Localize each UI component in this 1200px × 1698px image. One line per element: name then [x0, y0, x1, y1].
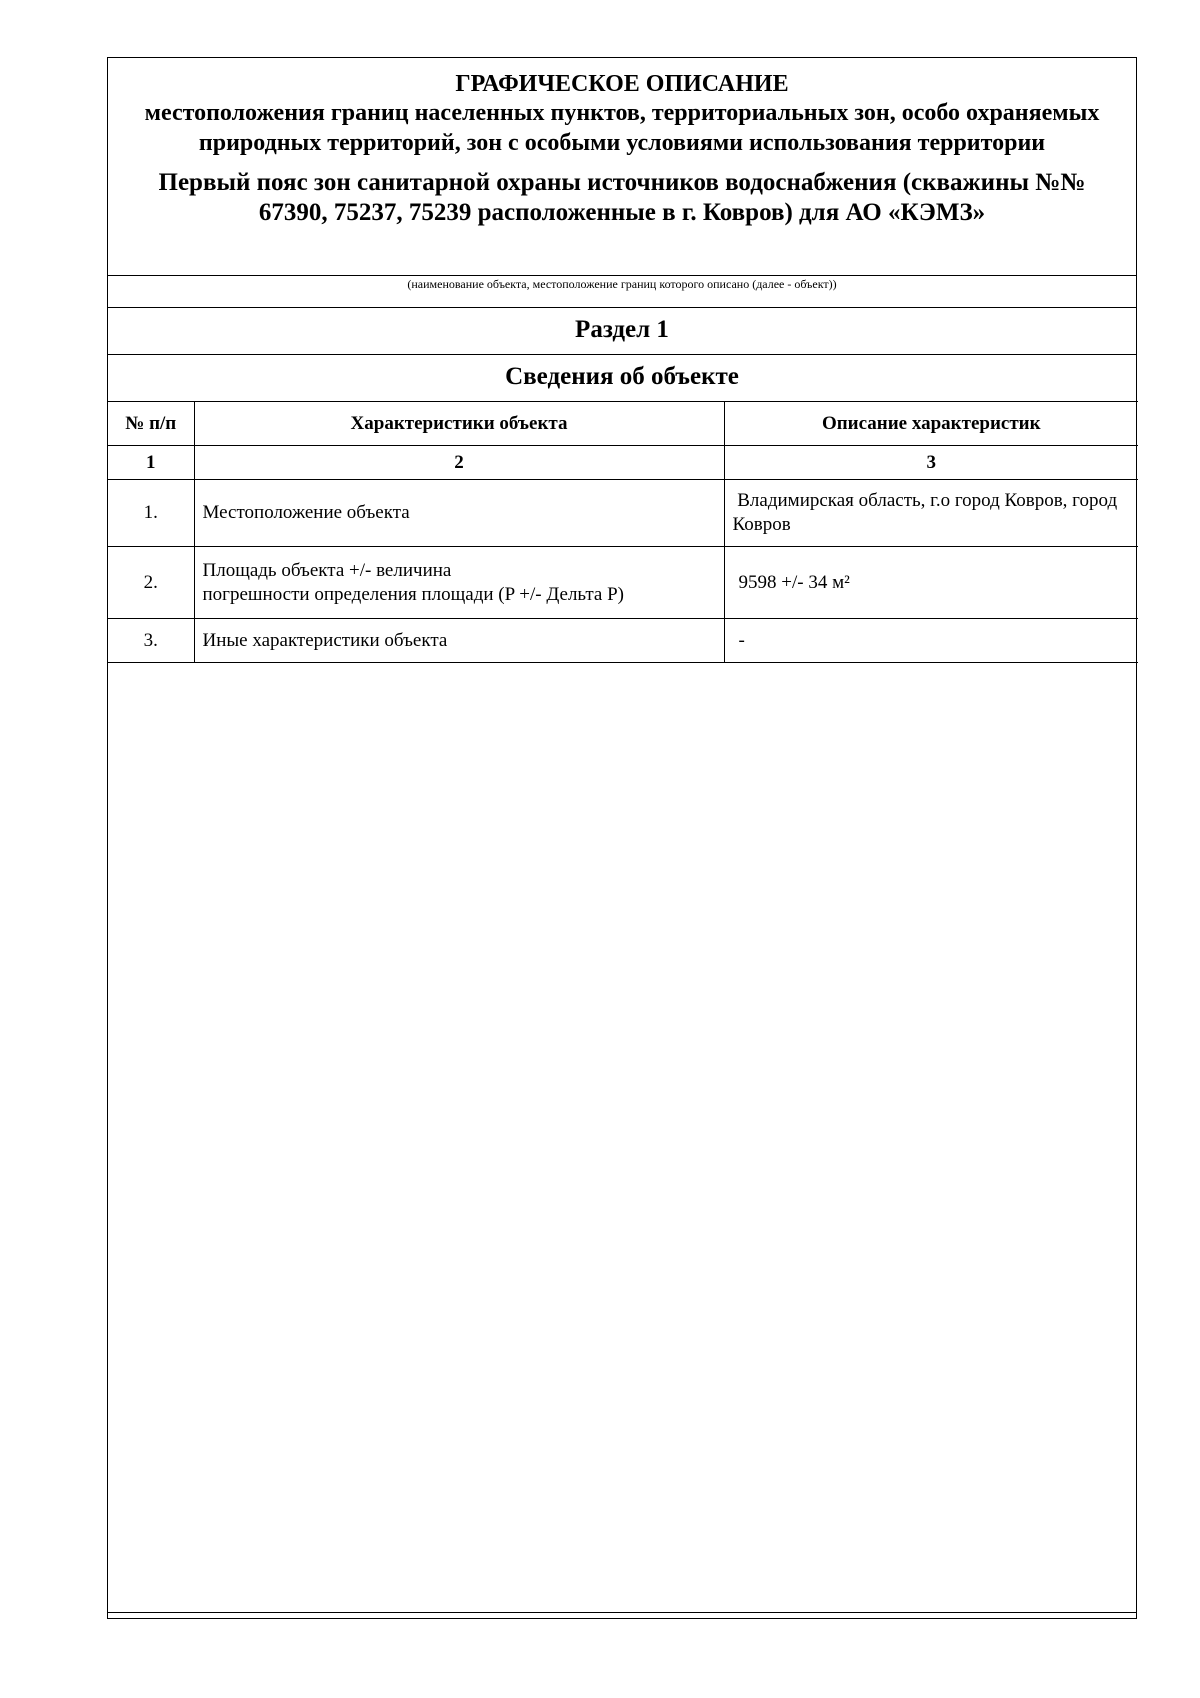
- row-characteristic: Иные характеристики объекта: [194, 619, 724, 663]
- row-number: 3.: [108, 619, 194, 663]
- row-description: 9598 +/- 34 м²: [724, 547, 1138, 619]
- column-number: 2: [194, 446, 724, 480]
- table-row: [108, 480, 1138, 547]
- header-number: № п/п: [108, 402, 194, 446]
- header-description: Описание характеристик: [724, 402, 1138, 446]
- row-description: Владимирская область, г.о город Ковров, город Ковров: [724, 480, 1138, 547]
- column-number: 1: [108, 446, 194, 480]
- object-name: Первый пояс зон санитарной охраны источников водоснабжения (скважины №№ 67390, 75237, 75239 расположенные в г. Ковров) для АО «КЭМЗ»: [158, 169, 1086, 226]
- row-description: -: [724, 619, 1138, 663]
- document-header: [108, 58, 1136, 228]
- section-subtitle: [108, 354, 1136, 401]
- section-subtitle-text: Сведения об объекте: [505, 363, 739, 390]
- document-frame: [107, 57, 1137, 1619]
- bottom-divider: [108, 1612, 1136, 1613]
- section-title-text: Раздел 1: [575, 316, 669, 343]
- document-subtitle: местоположения границ населенных пунктов, территориальных зон, особо охраняемых природных территорий, зон с особыми условиями использования территории: [144, 100, 1100, 156]
- table-row: [108, 619, 1138, 663]
- object-name-caption-text: (наименование объекта, местоположение границ которого описано (далее - объект)): [407, 277, 837, 291]
- document-title: ГРАФИЧЕСКОЕ ОПИСАНИЕ: [455, 71, 789, 97]
- column-number: 3: [724, 446, 1138, 480]
- row-characteristic-line: Площадь объекта +/- величина: [202, 559, 452, 581]
- row-number: 1.: [108, 480, 194, 547]
- object-name-caption: [108, 275, 1136, 308]
- column-number-row: [108, 446, 1138, 480]
- row-characteristic-line: погрешности определения площади (P +/- Дельта P): [202, 583, 624, 605]
- row-characteristic: [194, 547, 724, 619]
- object-info-table: [108, 401, 1138, 663]
- header-characteristic: Характеристики объекта: [194, 402, 724, 446]
- table-row: [108, 547, 1138, 619]
- table-header-row: [108, 402, 1138, 446]
- section-title: [108, 307, 1136, 354]
- row-characteristic: Местоположение объекта: [194, 480, 724, 547]
- row-number: 2.: [108, 547, 194, 619]
